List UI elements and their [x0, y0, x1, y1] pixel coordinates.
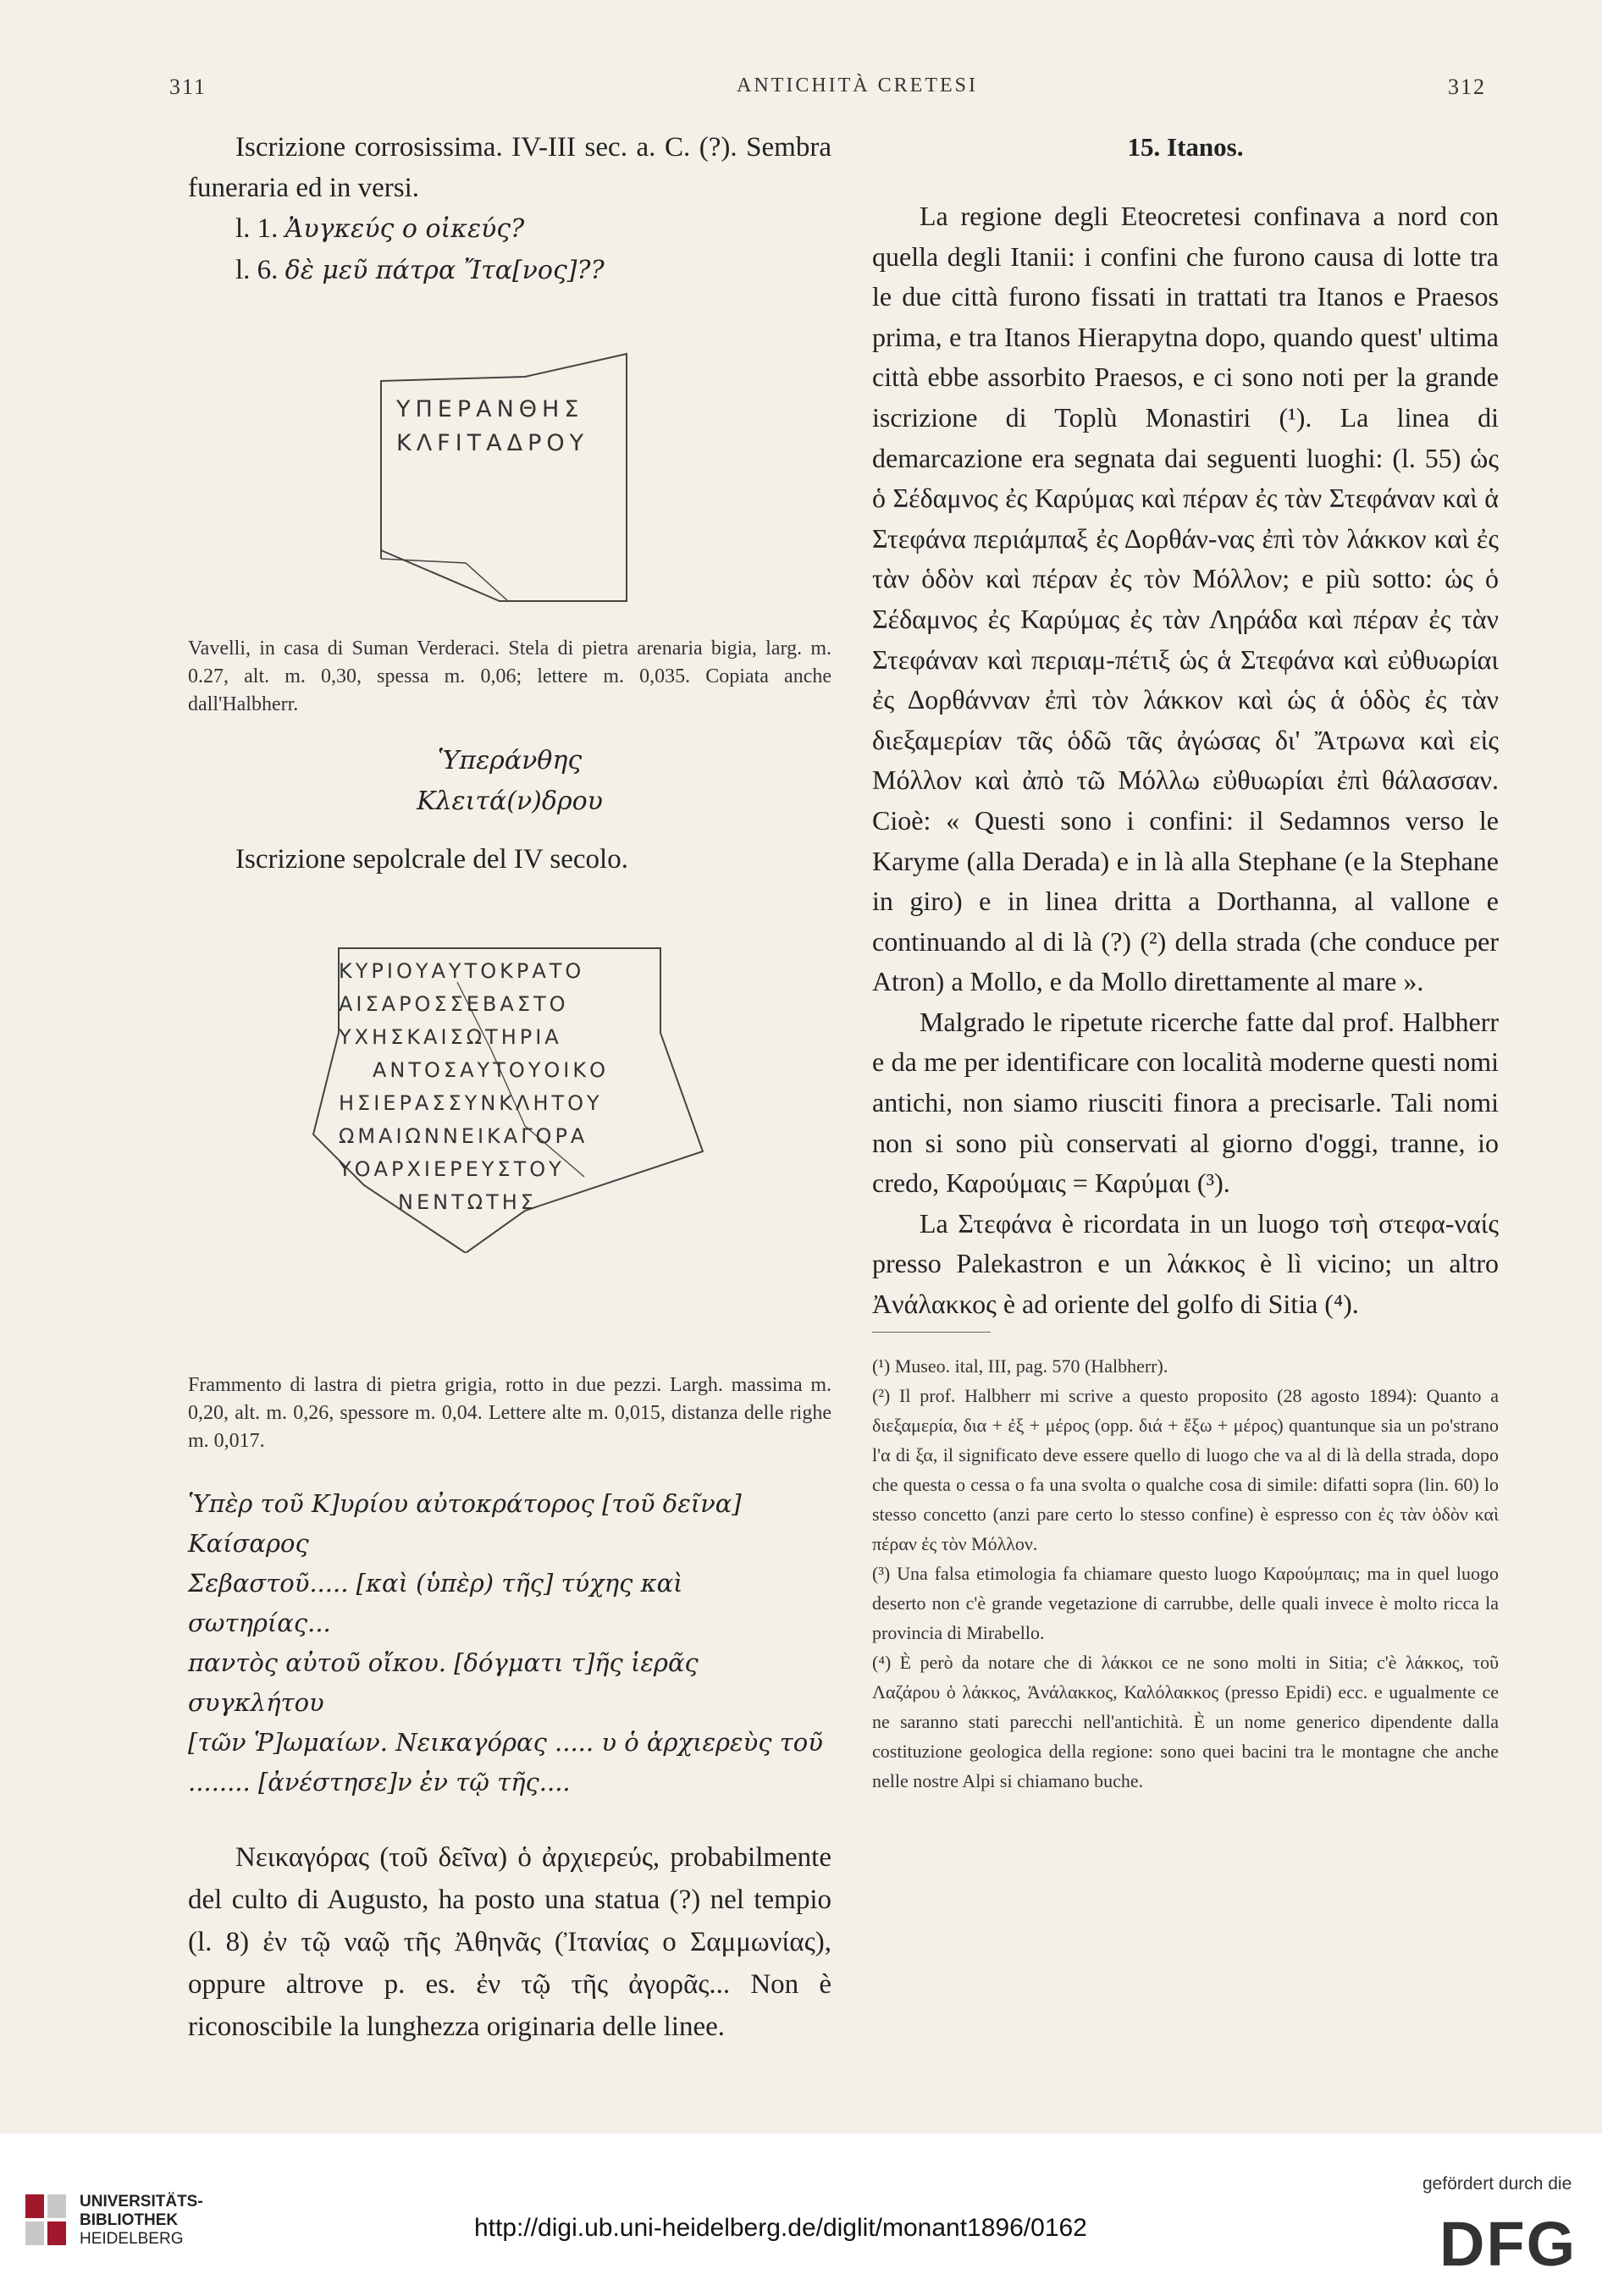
- library-name: [80, 2193, 203, 2249]
- fragment-drawing: [305, 931, 711, 1253]
- stele-line: ΚΛFΙΤΑΔΡΟΥ: [396, 430, 589, 456]
- footnote: (¹) Museo. ital, III, pag. 570 (Halbherr).: [872, 1355, 1168, 1377]
- fragment-line: ΑΝΤΟΣΑΥΤΟΥΟΙΚΟ: [373, 1058, 609, 1082]
- library-name-line: UNIVERSITÄTS-: [80, 2193, 203, 2210]
- stele-outline: [373, 347, 635, 610]
- footnote: (³) Una falsa etimologia fa chiamare questo luogo Καρούμπαις; ma in quel luogo deserto non c'è grande vegetazione di carrubbe, delle quali invece è molto ricca la provincia di Mirabello.: [872, 1562, 1499, 1643]
- greek-note: δὲ μεῦ πάτρα Ἴτα[νος]??: [284, 256, 605, 285]
- library-emblem-icon: [25, 2194, 66, 2245]
- note-label: l. 1.: [235, 213, 279, 244]
- stele-drawing: [373, 347, 635, 610]
- transcription-line: Κλειτά(ν)δρου: [417, 786, 603, 816]
- left-column: [188, 127, 831, 291]
- intro-text: Iscrizione corrosissima. IV-III sec. a. C. (?). Sembra funeraria ed in versi.: [188, 132, 831, 203]
- commentary: Νεικαγόρας (τοῦ δεῖνα) ὁ ἀρχιερεύς, probabilmente del culto di Augusto, ha posto una statua (?) nel tempio (l. 8) ἐν τῷ ναῷ τῆς Ἀθηνᾶς (Ἰτανίας o Σαμμωνίας), oppure altrove p. es. ἐν τῷ τῆς ἀγορᾶς... Non è riconoscibile la lunghezza originaria delle linee.: [188, 1842, 831, 2042]
- paragraph: Malgrado le ripetute ricerche fatte dal prof. Halbherr e da me per identificare con località moderne questi nomi antichi, non siamo riusciti finora a precisarle. Tali nomi non si sono più conservati al giorno d'oggi, tranne, io credo, Καρούμαις = Καρύμαι (³).: [872, 1006, 1499, 1199]
- fragment-line: ΥΧΗΣΚΑΙΣΩΤΗΡΙΑ: [339, 1025, 562, 1049]
- footnote: (⁴) È però da notare che di λάκκοι ce ne sono molti in Sitia; c'è λάκκος, τοῦ Λαζάρου ὁ λάκκος, Ἀνάλακκος, Καλόλακκος (presso Epidi) ecc. e ugualmente ce ne saranno stati parecchi nell'antichità. È un nome generico dipendente dalla costituzione geologica della regione: sono quei bacini tra le montagne che anche nelle nostre Alpi si chiamano buche.: [872, 1651, 1499, 1791]
- greek-line: Σεβαστοῦ..... [καὶ (ὑπὲρ) τῆς] τύχης καὶ σωτηρίας...: [188, 1569, 683, 1637]
- note-line-1: [188, 208, 831, 250]
- left-column-3: [188, 1372, 831, 2048]
- paragraph: La regione degli Eteocretesi confinava a nord con quella degli Itanii: i confini che furono causa di lotte tra le due città furono fissati in trattati tra Itanos e Praesos prima, e tra Itanos Hierapytna dopo, quando quest' ultima città ebbe assorbito Praesos, e ci sono noti per la grande iscrizione di Toplù Monastiri (¹). La linea di demarcazione era segnata dai seguenti luoghi: (l. 55) ὡς ὁ Σέδαμνος ἐς Καρύμας καὶ πέραν ἐς τὰν Στεφάναν καὶ ἁ Στεφάνα περιάμπαξ ἐς Δορθάν-νας ἐπὶ τὸν λάκκον καὶ ἐς τὰν ὁδὸν καὶ πέραν ἐς τὸν Μόλλον; e più sotto: ὡς ὁ Σέδαμνος ἐς Καρύμας ἐς τὰν Ληράδα καὶ πέραν ἐς τὰν Στεφάναν καὶ περιαμ-πέτιξ ὡς ἁ Στεφάνα καὶ εὐθυωρίαι ἐς Δορθάνναν ἐπὶ τὸν λάκκον καὶ ὡς ἁ ὁδὸς ἐς τὰν διεξαμερίαν τᾶς ὁδῶ τᾶς ἀγώσας δι' Ἄτρωνα καὶ εἰς Μόλλον καὶ ἀπὸ τῶ Μόλλω εὐθυωρίαι ἐπὶ θάλασσαν. Cioè: « Questi sono i confini: il Sedamnos verso le Karyme (alla Derada) e in là alla Stephane (e la Stephane in giro) e in linea dritta a Dorthanna, al vallone e continuando al di là (?) (²) della strada (che conduce per Atron) a Mollo, e da Mollo direttamente al mare ».: [872, 201, 1499, 997]
- sepolcrale-text: Iscrizione sepolcrale del IV secolo.: [235, 844, 628, 875]
- library-name-line: HEIDELBERG: [80, 2230, 184, 2248]
- fragment-line: ΚΥΡΙΟΥΑΥΤΟΚΡΑΤΟ: [339, 959, 585, 983]
- greek-line: Ὑπὲρ τοῦ Κ]υρίου αὐτοκράτορος [τοῦ δεῖνα] Καίσαρος: [188, 1489, 742, 1558]
- footnote: (²) Il prof. Halbherr mi scrive a questo proposito (28 agosto 1894): Quanto a διεξαμερία, δια + ἐξ + μέρος (opp. διά + ἔξω + μέρος) quantunque sia un po'strano l'α di ξα, il significato deve essere quello di luogo che va al di là della strada, dopo che questa o cessa o fa una svolta o qualche cosa di simile: difatti sopra (lin. 60) lo stesso concetto (anzi pare certo lo stesso confine) è espresso con ἐς τὰν ὁδὸν καὶ πέραν ἐς τὸν Μόλλον.: [872, 1384, 1499, 1554]
- fragment-caption: Frammento di lastra di pietra grigia, rotto in due pezzi. Largh. massima m. 0,20, alt. m. 0,26, spessore m. 0,04. Lettere alte m. 0,015, distanza delle righe m. 0,017.: [188, 1374, 831, 1452]
- left-column-2: [188, 635, 831, 880]
- running-head: ANTICHITÀ CRETESI: [737, 75, 978, 97]
- greek-note: Ἀυγκεύς ο οἰκεύς?: [284, 214, 525, 244]
- fragment-line: ΑΙΣΑΡΟΣΣΕΒΑΣΤΟ: [339, 992, 569, 1016]
- note-line-6: [188, 250, 831, 291]
- source-url-link[interactable]: http://digi.ub.uni-heidelberg.de/diglit/monant1896/0162: [474, 2214, 1087, 2242]
- greek-line: ........ [ἀνέστησε]ν ἐν τῷ τῆς....: [188, 1768, 571, 1797]
- greek-line: παντὸς αὐτοῦ οἴκου. [δόγματι τ]ῆς ἱερᾶς συγκλήτου: [188, 1648, 699, 1717]
- transcription-line: Ὑπεράνθης: [437, 746, 583, 775]
- dfg-logo[interactable]: DFG: [1439, 2209, 1577, 2279]
- fragment-line: ΩΜΑΙΩΝΝΕΙΚΑΓΟΡΑ: [339, 1124, 588, 1148]
- greek-line: [τῶν Ῥ]ωμαίων. Νεικαγόρας ..... υ ὁ ἀρχιερεὺς τοῦ: [188, 1728, 823, 1757]
- section-title: 15. Itanos.: [1127, 132, 1244, 162]
- library-name-line: BIBLIOTHEK: [80, 2211, 179, 2229]
- note-label: l. 6.: [235, 255, 279, 285]
- footer-bar: [0, 2133, 1602, 2296]
- fragment-line: ΥΟΑΡΧΙΕΡΕΥΣΤΟΥ: [339, 1157, 565, 1181]
- page-number-left: 311: [169, 75, 207, 99]
- paragraph: La Στεφάνα è ricordata in un luogo τσὴ στεφα-ναίς presso Palekastron e un λάκκος è lì vicino; un altro Ἀνάλακκος è ad oriente del golfo di Sitia (⁴).: [872, 1207, 1499, 1320]
- right-column: [872, 127, 1499, 1796]
- page-number-right: 312: [1448, 75, 1486, 99]
- fragment-text: [339, 955, 609, 1219]
- funding-label: gefördert durch die: [1422, 2174, 1572, 2194]
- fragment-line: ΝΕΝΤΩΤΗΣ: [398, 1190, 537, 1214]
- stele-caption: Vavelli, in casa di Suman Verderaci. Stela di pietra arenaria bigia, larg. m. 0.27, alt. m. 0,30, spessa m. 0,06; lettere m. 0,035. Copiata anche dall'Halbherr.: [188, 637, 831, 715]
- fragment-line: ΗΣΙΕΡΑΣΣΥΝΚΛΗΤΟΥ: [339, 1091, 603, 1115]
- stele-line: ΥΠΕΡΑΝΘΗΣ: [396, 396, 584, 422]
- footnote-rule: [872, 1332, 991, 1333]
- greek-transcription: [188, 1484, 831, 1802]
